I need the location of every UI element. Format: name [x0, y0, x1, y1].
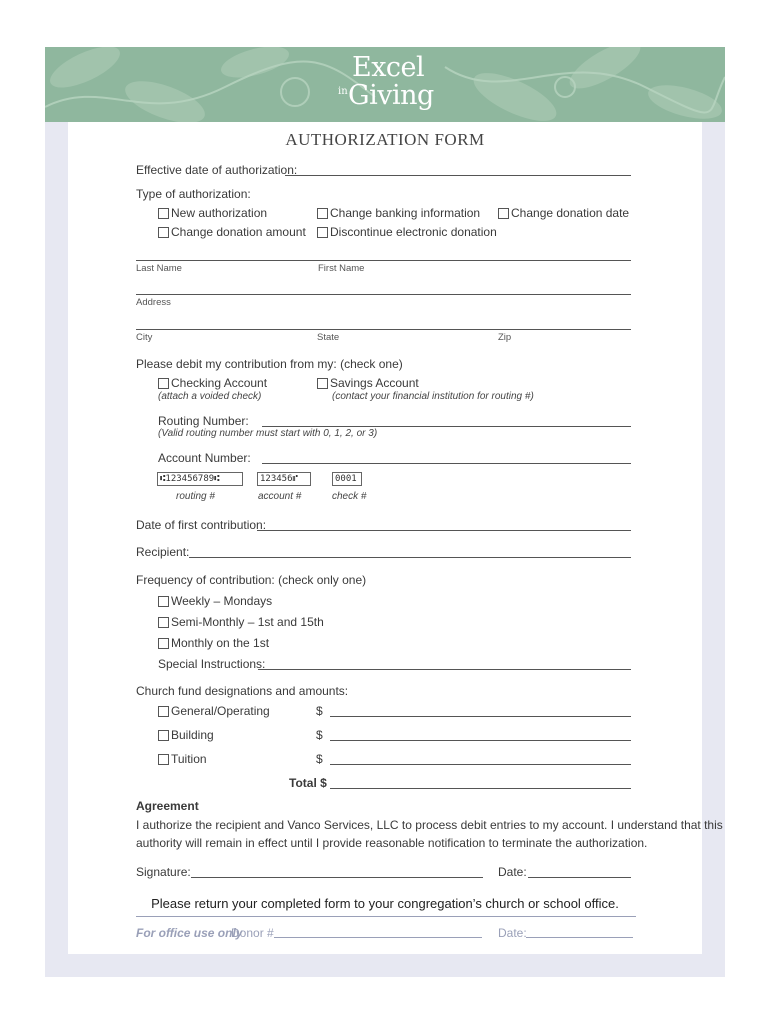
- agreement-heading: Agreement: [136, 799, 199, 813]
- change-date-checkbox[interactable]: [498, 208, 509, 219]
- office-use-label: For office use only: [136, 926, 243, 940]
- first-contribution-field[interactable]: [257, 530, 631, 531]
- checking-checkbox[interactable]: [158, 378, 169, 389]
- tuition-checkbox[interactable]: [158, 754, 169, 765]
- savings-checkbox[interactable]: [317, 378, 328, 389]
- building-label: Building: [171, 728, 214, 742]
- date-field[interactable]: [528, 877, 631, 878]
- total-amount-field[interactable]: [330, 788, 631, 789]
- total-label: Total $: [289, 776, 327, 790]
- return-divider: [136, 916, 636, 917]
- general-label: General/Operating: [171, 704, 270, 718]
- change-amount-checkbox[interactable]: [158, 227, 169, 238]
- excel-in-giving-logo: [330, 52, 440, 118]
- building-checkbox[interactable]: [158, 730, 169, 741]
- checking-note: (attach a voided check): [158, 391, 262, 402]
- checking-label: Checking Account: [171, 376, 268, 390]
- special-instructions-label: Special Instructions:: [158, 657, 266, 671]
- address-label: Address: [136, 297, 171, 308]
- donor-number-field[interactable]: [274, 937, 482, 938]
- office-date-field[interactable]: [526, 937, 633, 938]
- routing-label: Routing Number:: [158, 414, 249, 428]
- routing-caption: routing #: [176, 491, 215, 502]
- zip-label: Zip: [498, 332, 512, 343]
- agreement-line-1: I authorize the recipient and Vanco Services, LLC to process debit entries to my account. I understand that this: [136, 818, 723, 832]
- general-amount-field[interactable]: [330, 716, 631, 717]
- office-date-label: Date:: [498, 926, 527, 940]
- account-caption: account #: [258, 491, 302, 502]
- form-title: AUTHORIZATION FORM: [285, 130, 485, 149]
- weekly-label: Weekly – Mondays: [171, 594, 273, 608]
- routing-number-field[interactable]: [262, 426, 631, 427]
- change-date-label: Change donation date: [511, 206, 630, 220]
- name-field[interactable]: [136, 260, 631, 261]
- logo-giving: Giving: [348, 80, 434, 111]
- agreement-line-2: authority will remain in effect until I provide reasonable notification to terminate the authorization.: [136, 836, 648, 850]
- tuition-label: Tuition: [171, 752, 207, 766]
- city-state-zip-field[interactable]: [136, 329, 631, 330]
- savings-label: Savings Account: [330, 376, 419, 390]
- micr-account-sample: 123456⑈: [257, 472, 311, 486]
- logo-excel: Excel: [352, 52, 425, 83]
- account-number-field[interactable]: [262, 463, 631, 464]
- check-caption: check #: [332, 491, 367, 502]
- micr-routing-sample: ⑆123456789⑆: [157, 472, 243, 486]
- type-label: Type of authorization:: [136, 187, 251, 201]
- special-instructions-field[interactable]: [258, 669, 631, 670]
- tuition-amount-field[interactable]: [330, 764, 631, 765]
- logo-in: in: [338, 86, 348, 97]
- general-dollar: $: [316, 704, 323, 718]
- change-banking-label: Change banking information: [330, 206, 481, 220]
- tuition-dollar: $: [316, 752, 323, 766]
- signature-label: Signature:: [136, 865, 191, 879]
- savings-note: (contact your financial institution for routing #): [332, 391, 534, 402]
- donor-label: Donor #: [231, 926, 274, 940]
- recipient-label: Recipient:: [136, 545, 190, 559]
- building-dollar: $: [316, 728, 323, 742]
- first-name-label: First Name: [318, 263, 365, 274]
- first-contribution-label: Date of first contribution:: [136, 518, 267, 532]
- last-name-label: Last Name: [136, 263, 182, 274]
- new-authorization-checkbox[interactable]: [158, 208, 169, 219]
- return-instructions: Please return your completed form to your congregation’s church or school office.: [151, 896, 619, 911]
- date-label: Date:: [498, 865, 527, 879]
- general-checkbox[interactable]: [158, 706, 169, 717]
- change-banking-checkbox[interactable]: [317, 208, 328, 219]
- debit-label: Please debit my contribution from my: (check one): [136, 357, 403, 371]
- routing-note: (Valid routing number must start with 0, 1, 2, or 3): [158, 428, 378, 439]
- semimonthly-label: Semi-Monthly – 1st and 15th: [171, 615, 324, 629]
- city-label: City: [136, 332, 153, 343]
- recipient-field[interactable]: [189, 557, 631, 558]
- frequency-label: Frequency of contribution: (check only one): [136, 573, 367, 587]
- weekly-checkbox[interactable]: [158, 596, 169, 607]
- account-label: Account Number:: [158, 451, 251, 465]
- effective-date-label: Effective date of authorization:: [136, 163, 298, 177]
- discontinue-label: Discontinue electronic donation: [330, 225, 497, 239]
- fund-label: Church fund designations and amounts:: [136, 684, 349, 698]
- monthly-label: Monthly on the 1st: [171, 636, 270, 650]
- state-label: State: [317, 332, 340, 343]
- effective-date-field[interactable]: [285, 175, 631, 176]
- discontinue-checkbox[interactable]: [317, 227, 328, 238]
- address-field[interactable]: [136, 294, 631, 295]
- micr-check-sample: 0001: [332, 472, 362, 486]
- building-amount-field[interactable]: [330, 740, 631, 741]
- new-authorization-label: New authorization: [171, 206, 268, 220]
- change-amount-label: Change donation amount: [171, 225, 306, 239]
- monthly-checkbox[interactable]: [158, 638, 169, 649]
- semimonthly-checkbox[interactable]: [158, 617, 169, 628]
- signature-field[interactable]: [191, 877, 483, 878]
